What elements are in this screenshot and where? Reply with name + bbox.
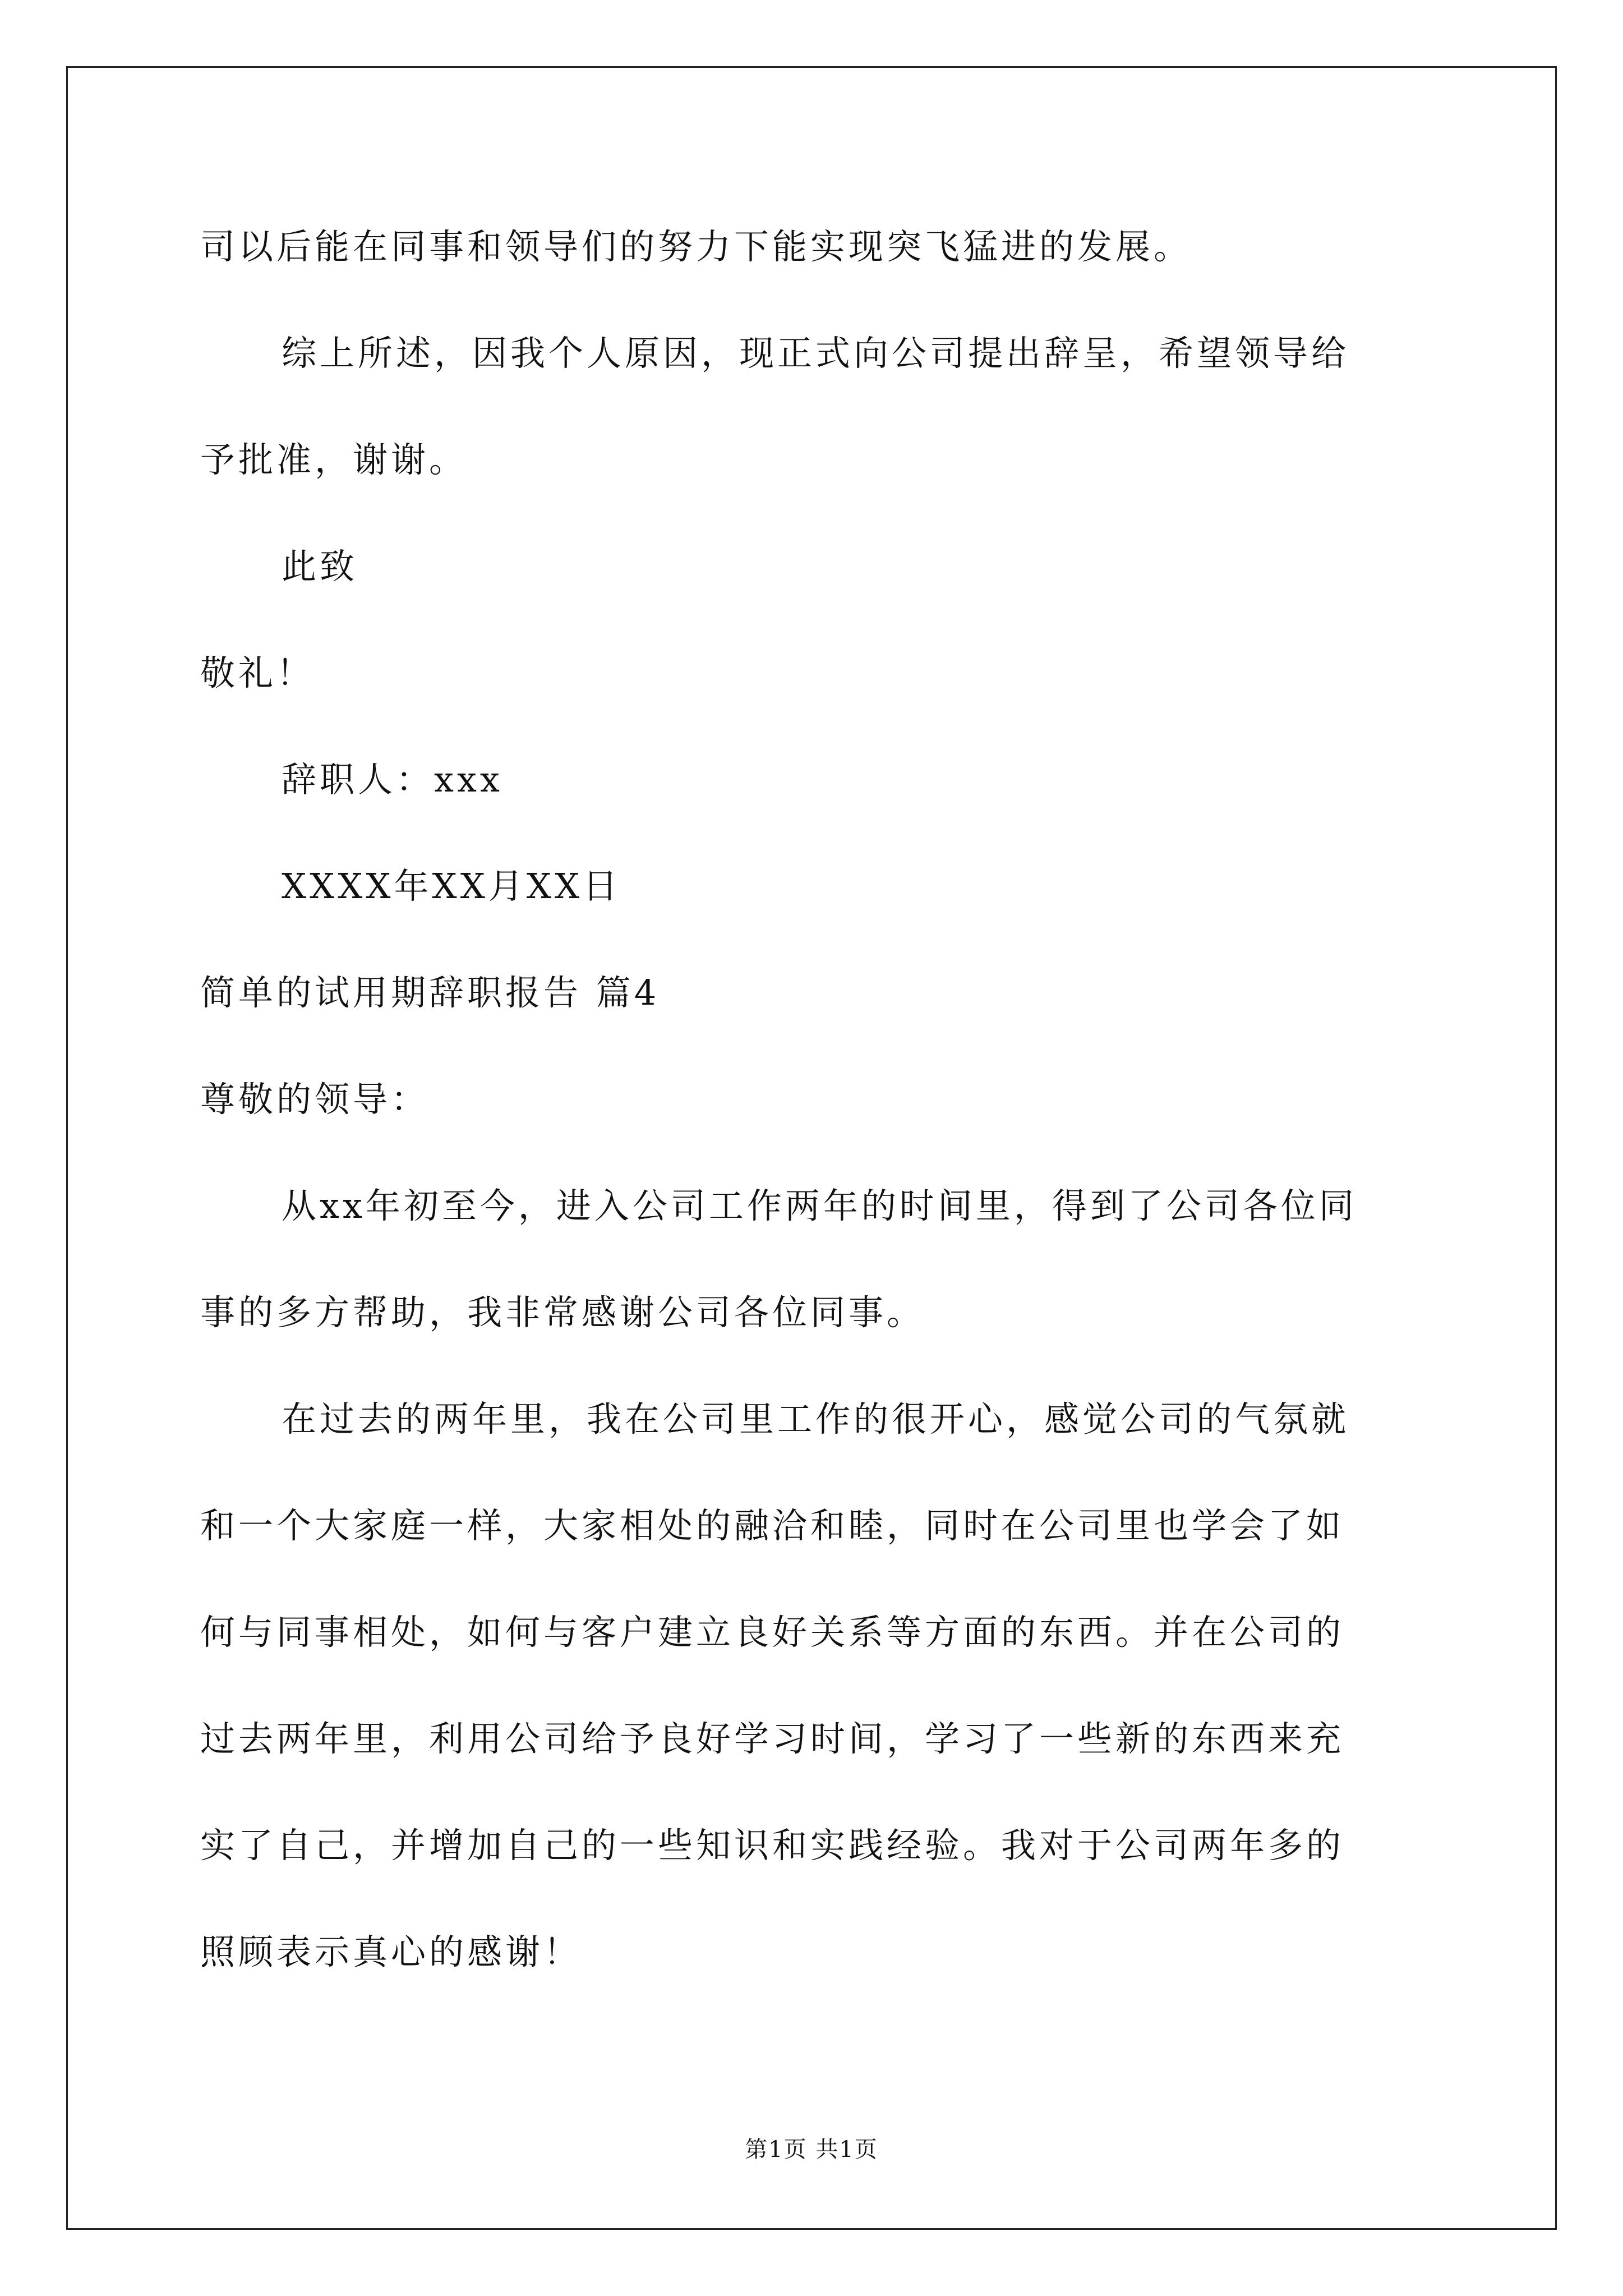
paragraph-line: 和一个大家庭一样，大家相处的融洽和睦，同时在公司里也学会了如	[200, 1505, 1345, 1546]
paragraph-line: 予批准，谢谢。	[200, 439, 468, 480]
section-heading: 简单的试用期辞职报告 篇4	[200, 972, 660, 1013]
paragraph-line: 在过去的两年里，我在公司里工作的很开心，感觉公司的气氛就	[282, 1398, 1350, 1439]
closing-salutation: 此致	[282, 546, 358, 587]
paragraph-line: 实了自己，并增加自己的一些知识和实践经验。我对于公司两年多的	[200, 1825, 1345, 1866]
paragraph-line: 照顾表示真心的感谢！	[200, 1931, 582, 1972]
document-body	[200, 194, 1434, 2005]
greeting: 尊敬的领导：	[200, 1079, 430, 1120]
signature-name: 辞职人：xxx	[282, 759, 503, 800]
page-footer: 第1页 共1页	[745, 2137, 878, 2162]
paragraph-line: 从xx年初至今，进入公司工作两年的时间里，得到了公司各位同	[282, 1185, 1357, 1226]
closing-regards: 敬礼！	[200, 652, 315, 693]
paragraph-line: 事的多方帮助，我非常感谢公司各位同事。	[200, 1292, 925, 1333]
paragraph-line: 何与同事相处，如何与客户建立良好关系等方面的东西。并在公司的	[200, 1612, 1345, 1653]
paragraph-line: 司以后能在同事和领导们的努力下能实现突飞猛进的发展。	[200, 226, 1192, 267]
signature-date: XXXX年XX月XX日	[282, 866, 621, 907]
paragraph-line: 过去两年里，利用公司给予良好学习时间，学习了一些新的东西来充	[200, 1718, 1345, 1759]
paragraph-line: 综上所述，因我个人原因，现正式向公司提出辞呈，希望领导给	[282, 333, 1350, 374]
